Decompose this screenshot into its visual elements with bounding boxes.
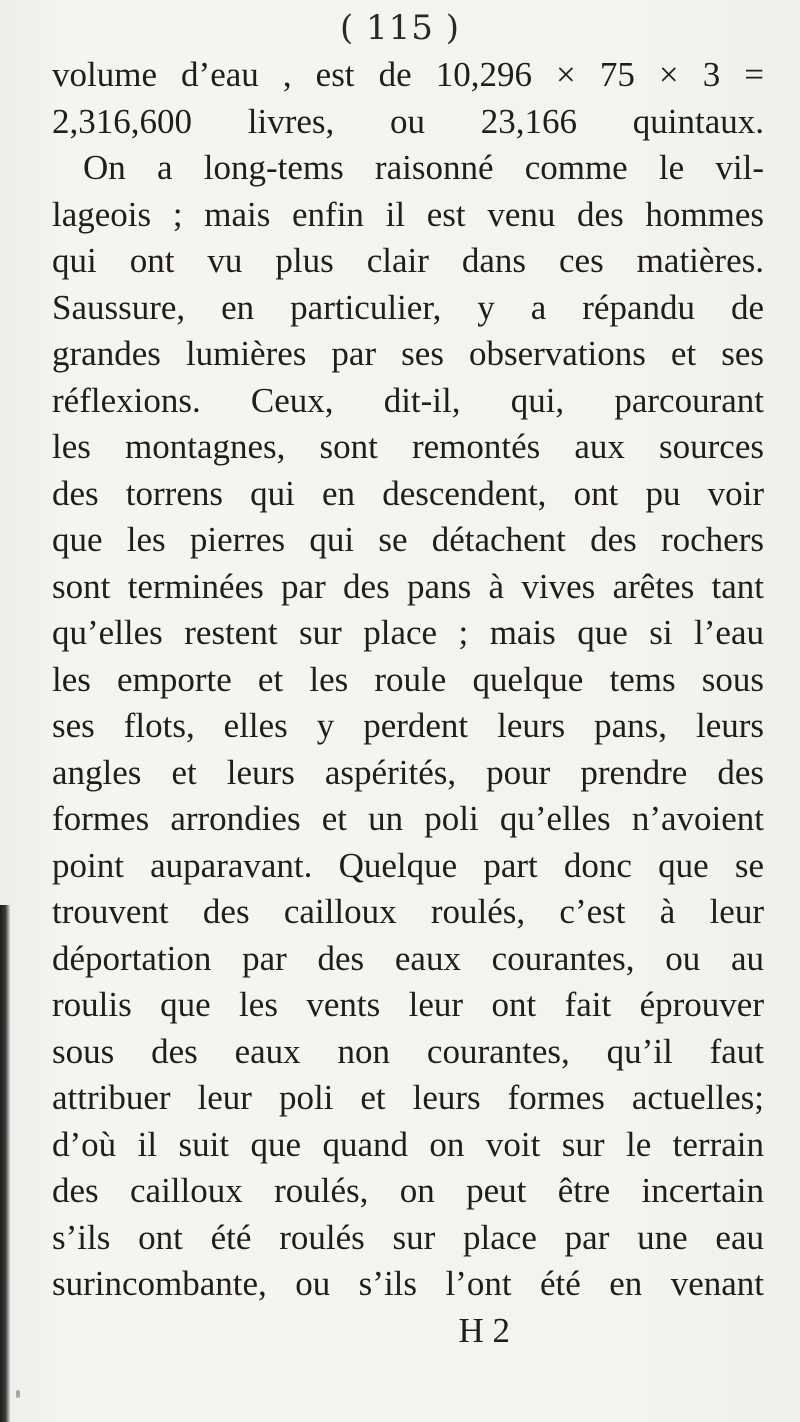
text-line: déportation par des eaux courantes, ou au — [52, 938, 764, 978]
ink-speck — [16, 1390, 20, 1398]
text-line: qu’elles restent sur place ; mais que si l’eau — [52, 613, 764, 652]
text-line: lageois ; mais enfin il est venu des hommes — [52, 194, 764, 234]
text-line: d’où il suit que quand on voit sur le terrain — [52, 1124, 764, 1164]
text-line: ses flots, elles y perdent leurs pans, leurs — [52, 706, 764, 745]
text-line: roulis que les vents leur ont fait éprouver — [52, 985, 764, 1024]
text-line: On a long-tems raisonné comme le vil- — [83, 148, 764, 187]
text-line: sont terminées par des pans à vives arêtes tant — [52, 566, 764, 606]
text-line: les emporte et les roule quelque tems sous — [52, 659, 764, 699]
text-line: des cailloux roulés, on peut être incertain — [52, 1171, 764, 1210]
text-line: Saussure, en particulier, y a répandu de — [52, 287, 764, 327]
page-number-header: ( 115 ) — [339, 8, 461, 48]
text-line: trouvent des cailloux roulés, c’est à leur — [52, 892, 764, 931]
text-line: attribuer leur poli et leurs formes actuelles; — [52, 1078, 764, 1117]
text-line: point auparavant. Quelque part donc que se — [52, 845, 764, 885]
text-line: sous des eaux non courantes, qu’il faut — [52, 1031, 764, 1071]
text-line: réflexions. Ceux, dit-il, qui, parcourant — [52, 380, 764, 420]
text-line: que les pierres qui se détachent des rochers — [52, 520, 764, 559]
text-line: 2,316,600 livres, ou 23,166 quintaux. — [52, 101, 764, 141]
text-line: grandes lumières par ses observations et ses — [52, 334, 764, 373]
text-line: surincombante, ou s’ils l’ont été en venant — [52, 1264, 764, 1303]
text-line: angles et leurs aspérités, pour prendre des — [52, 752, 764, 792]
catchword: H 2 — [458, 1310, 510, 1350]
text-line: des torrens qui en descendent, ont pu voir — [52, 473, 764, 513]
body-text — [52, 52, 764, 1354]
page-binding-shadow — [0, 905, 10, 1422]
text-line: formes arrondies et un poli qu’elles n’avoient — [52, 799, 764, 838]
text-line: les montagnes, sont remontés aux sources — [52, 427, 764, 466]
text-line: volume d’eau , est de 10,296 × 75 × 3 = — [52, 55, 764, 94]
text-line: s’ils ont été roulés sur place par une eau — [52, 1217, 764, 1257]
text-line: qui ont vu plus clair dans ces matières. — [52, 241, 764, 280]
